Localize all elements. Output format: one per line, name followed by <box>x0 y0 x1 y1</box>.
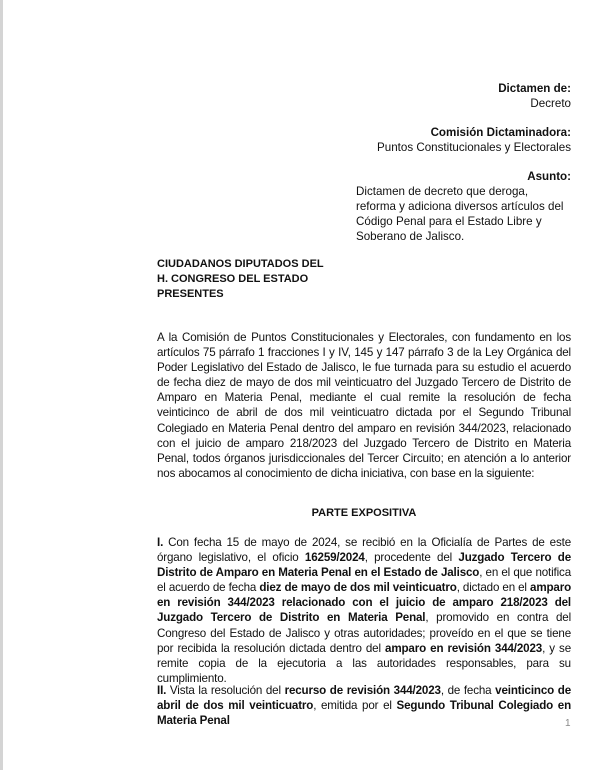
bold-text-run: diez de mayo de dos mil veinticuatro <box>259 581 457 595</box>
asunto-label: Asunto: <box>527 170 571 183</box>
dictamen-value: Decreto <box>530 97 571 110</box>
bold-text-run: Segundo Tribunal Colegiado en Materia Penal <box>157 699 572 728</box>
bold-text-run: veinticinco de abril de dos mil veinticuatro <box>157 684 572 713</box>
asunto-block <box>527 169 571 184</box>
bold-text-run: II. <box>157 684 167 697</box>
paragraph-2 <box>157 683 571 728</box>
asunto-value: Dictamen de decreto que deroga, reforma y adiciona diversos artículos del Código Penal para el Estado Libre y Soberano de Jalisco. <box>356 185 564 243</box>
comision-value: Puntos Constitucionales y Electorales <box>377 141 571 154</box>
bold-text-run: amparo en revisión 344/2023 relacionado con el juicio de amparo 218/2023 del Juzgado Tercero de Distrito en Materia Penal <box>157 581 571 625</box>
bold-text-run: 16259/2024 <box>304 551 365 565</box>
text-run: , procedente del <box>364 551 459 565</box>
bold-text-run: recurso de revisión 344/2023 <box>284 684 441 697</box>
paragraph-1 <box>157 535 571 686</box>
dictamen-label: Dictamen de: <box>498 82 571 95</box>
comision-block <box>377 125 571 155</box>
addressee-line-2: H. CONGRESO DEL ESTADO <box>157 273 309 285</box>
page-number: 1 <box>565 718 571 729</box>
intro-paragraph: A la Comisión de Puntos Constitucionales y Electorales, con fundamento en los artículos 75 párrafo 1 fracciones I y IV, 145 y 147 párrafo 3 de la Ley Orgánica del Poder Legislativo del Estado de Jalisco, le fue turnada para su estudio el acuerdo de fecha diez de mayo de dos mil veinticuatro del Juzgado Tercero de Distrito de Amparo en Materia Penal, mediante el cual remite la resolución de fecha veinticinco de abril de dos mil veinticuatro dictada por el Segundo Tribunal Colegiado en Materia Penal dentro del amparo en revisión 344/2023, relacionado con el juicio de amparo 218/2023 del Juzgado Tercero de Distrito en Materia Penal, todos órganos jurisdiccionales del Tercer Circuito; en atención a lo anterior nos abocamos al conocimiento de dicha iniciativa, con base en la siguiente: <box>157 331 571 480</box>
bold-text-run: Juzgado Tercero de Distrito de Amparo en Materia Penal en el Estado de Jalisco <box>157 551 571 580</box>
text-run: , y se remite copia de la ejecutoria a las autoridades responsables, para su cumplimiento. <box>157 641 572 685</box>
dictamen-block <box>498 81 571 111</box>
text-run: , dictado en el <box>456 581 531 595</box>
addressee-block <box>157 257 324 302</box>
comision-label: Comisión Dictaminadora: <box>430 126 571 139</box>
bold-text-run: I. <box>157 536 164 549</box>
text-run: Con fecha 15 de mayo de 2024, se recibió en la Oficialía de Partes de este órgano legislativo, el oficio <box>157 536 571 565</box>
text-run: , de fecha <box>440 684 496 697</box>
text-run: , promovido en contra del Congreso del Estado de Jalisco y otras autoridades; proveído en el que se tiene por recibida la resolución dictada dentro del <box>157 611 571 655</box>
bold-text-run: amparo en revisión 344/2023 <box>385 641 543 655</box>
text-run: Vista la resolución del <box>166 684 285 697</box>
text-run: , en el que notifica el acuerdo de fecha <box>157 566 571 595</box>
text-run: , emitida por el <box>313 699 397 713</box>
section-title: PARTE EXPOSITIVA <box>311 507 417 519</box>
addressee-line-3: PRESENTES <box>157 288 224 300</box>
addressee-line-1: CIUDADANOS DIPUTADOS DEL <box>157 258 324 270</box>
